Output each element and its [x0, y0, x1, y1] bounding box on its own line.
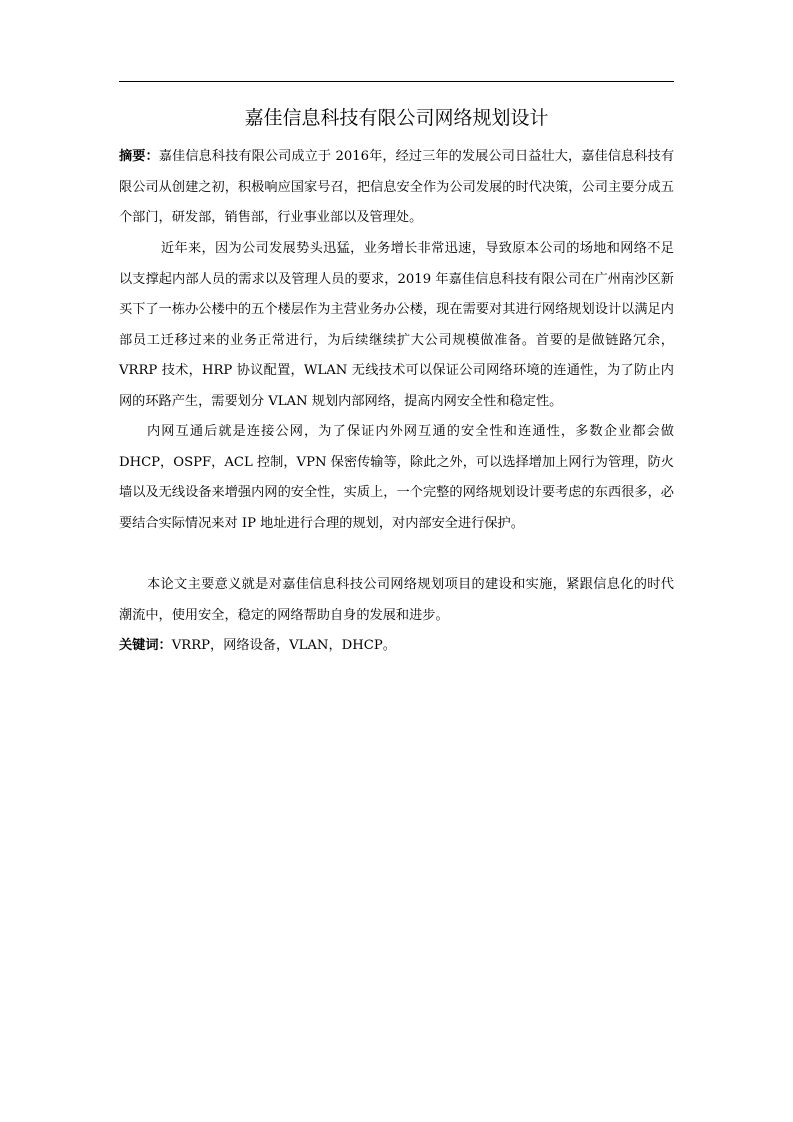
header-rule — [119, 81, 674, 82]
document-title: 嘉佳信息科技有限公司网络规划设计 — [244, 107, 549, 129]
body-paragraph-1: 近年来，因为公司发展势头迅猛，业务增长非常迅速，导致原本公司的场地和网络不足以支撑起内部人员的需求以及管理人员的要求，2019 年嘉佳信息科技有限公司在广州南沙区新买下了一栋办公楼中的五个楼层作为主营业务办公楼，现在需要对其进行网络规划设计以满足内部员工迁移过来的业务正常进行，为后续继续扩大公司规模做准备。首要的是做链路冗余，VRRP 技术，HRP 协议配置，WLAN 无线技术可以保证公司网络环境的连通性，为了防止内网的环路产生，需要划分 VLAN 规划内部网络，提高内网安全性和稳定性。 — [119, 241, 674, 409]
abstract-paragraph — [119, 142, 674, 234]
keywords-line — [119, 631, 674, 662]
abstract-text: 嘉佳信息科技有限公司成立于 2016年，经过三年的发展公司日益壮大，嘉佳信息科技有限公司从创建之初，积极响应国家号召，把信息安全作为公司发展的时代决策，公司主要分成五个部门，研发部，销售部，行业事业部以及管理处。 — [119, 149, 675, 225]
body-paragraph-2: 内网互通后就是连接公网，为了保证内外网互通的安全性和连通性，多数企业都会做 DHCP，OSPF，ACL 控制，VPN 保密传输等，除此之外，可以选择增加上网行为管理，防火墙以及无线设备来增强内网的安全性，实质上，一个完整的网络规划设计要考虑的东西很多，必要结合实际情况来对 IP 地址进行合理的规划，对内部安全进行保护。 — [119, 424, 674, 531]
keywords-label: 关键词： — [119, 638, 172, 653]
body-paragraph-3: 本论文主要意义就是对嘉佳信息科技公司网络规划项目的建设和实施，紧跟信息化的时代潮流中，使用安全，稳定的网络帮助自身的发展和进步。 — [119, 577, 674, 623]
abstract-label: 摘要： — [119, 149, 159, 164]
keywords-text: VRRP，网络设备，VLAN，DHCP。 — [171, 638, 396, 653]
